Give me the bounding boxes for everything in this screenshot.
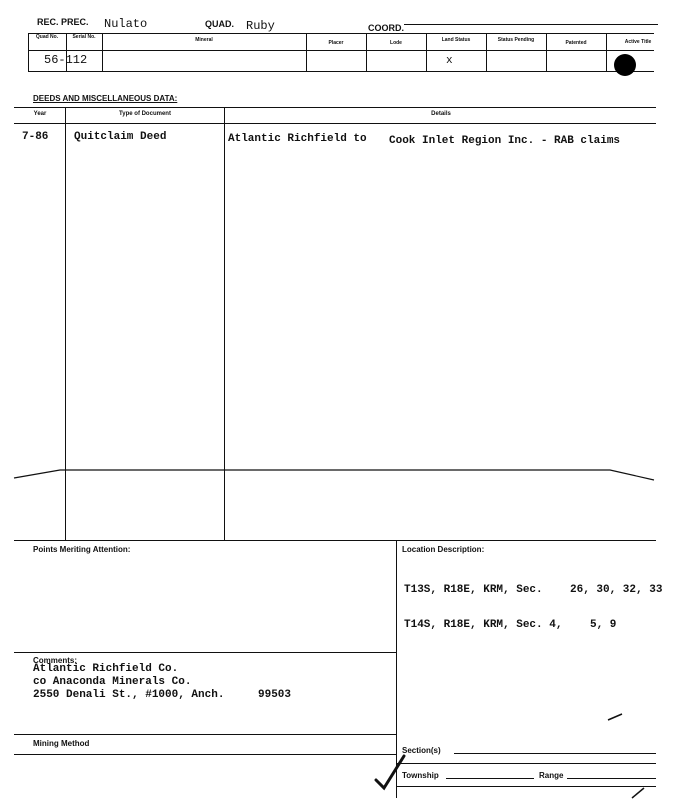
quad-serial-value: 56-112: [44, 53, 88, 67]
points-label: Points Meriting Attention:: [33, 545, 131, 554]
top-right-line: [404, 24, 658, 25]
col-active-title: Active Title: [624, 39, 652, 45]
township-bottom-line: [396, 786, 656, 787]
location-label: Location Description:: [402, 545, 485, 554]
comments-zip: 99503: [258, 689, 292, 701]
comments-line3: 2550 Denali St., #1000, Anch.: [33, 689, 225, 701]
mining-method-label: Mining Method: [33, 739, 90, 748]
township-fill: [446, 778, 534, 779]
deeds-header-line: [14, 123, 656, 124]
quad-label: QUAD.: [205, 19, 234, 29]
sections-fill: [454, 753, 656, 754]
deed-details-a: Atlantic Richfield to: [228, 133, 367, 145]
active-title-dot: [614, 54, 636, 76]
land-status-mark: x: [446, 55, 453, 67]
coord-label: COORD.: [368, 23, 404, 33]
location-line1: T13S, R18E, KRM, Sec.: [404, 584, 543, 596]
location-line2-sections: 5, 9: [590, 619, 617, 631]
table-row-bottom: [28, 71, 654, 72]
mining-top-line: [14, 734, 396, 735]
rec-prec-value: Nulato: [104, 17, 148, 31]
fold-line: [0, 460, 678, 490]
range-label: Range: [539, 771, 564, 780]
range-fill: [567, 778, 656, 779]
col-lode: Lode: [390, 40, 402, 46]
col-patented: Patented: [565, 40, 587, 46]
header-underline: [28, 33, 654, 34]
col-placer: Placer: [328, 40, 344, 46]
col-serial-no: Serial No.: [72, 34, 96, 40]
rec-prec-label: REC. PREC.: [37, 17, 89, 27]
col-mineral: Mineral: [195, 37, 213, 43]
township-label: Township: [402, 771, 439, 780]
col-status-pending: Status Pending: [497, 37, 535, 43]
deed-type: Quitclaim Deed: [74, 131, 167, 143]
deed-details-b: Cook Inlet Region Inc. - RAB claims: [389, 135, 621, 147]
deed-year: 7-86: [22, 131, 49, 143]
check-mark-icon: [370, 752, 410, 792]
col-land-status: Land Status: [441, 37, 471, 43]
pen-mark-bottom: [630, 786, 646, 800]
col-year: Year: [33, 111, 47, 117]
sections-label: Section(s): [402, 746, 441, 755]
pen-mark: [606, 712, 624, 722]
comments-top-line: [14, 652, 396, 653]
lower-top-line: [14, 540, 656, 541]
mining-bottom-line: [14, 754, 396, 755]
quad-value: Ruby: [246, 19, 275, 33]
comments-label: Comments:: [33, 656, 78, 665]
table-header-bottom: [28, 50, 654, 51]
deeds-section-title: DEEDS AND MISCELLANEOUS DATA:: [33, 94, 178, 103]
location-line2: T14S, R18E, KRM, Sec. 4,: [404, 619, 563, 631]
comments-line2: co Anaconda Minerals Co.: [33, 676, 192, 688]
col-type: Type of Document: [119, 111, 171, 117]
location-line1-sections: 26, 30, 32, 33: [570, 584, 663, 596]
sections-bottom-line: [396, 763, 656, 764]
comments-line1: Atlantic Richfield Co.: [33, 663, 179, 675]
col-quad-no: Quad No.: [35, 34, 59, 40]
deeds-top-line: [14, 107, 656, 108]
col-details: Details: [431, 111, 451, 117]
